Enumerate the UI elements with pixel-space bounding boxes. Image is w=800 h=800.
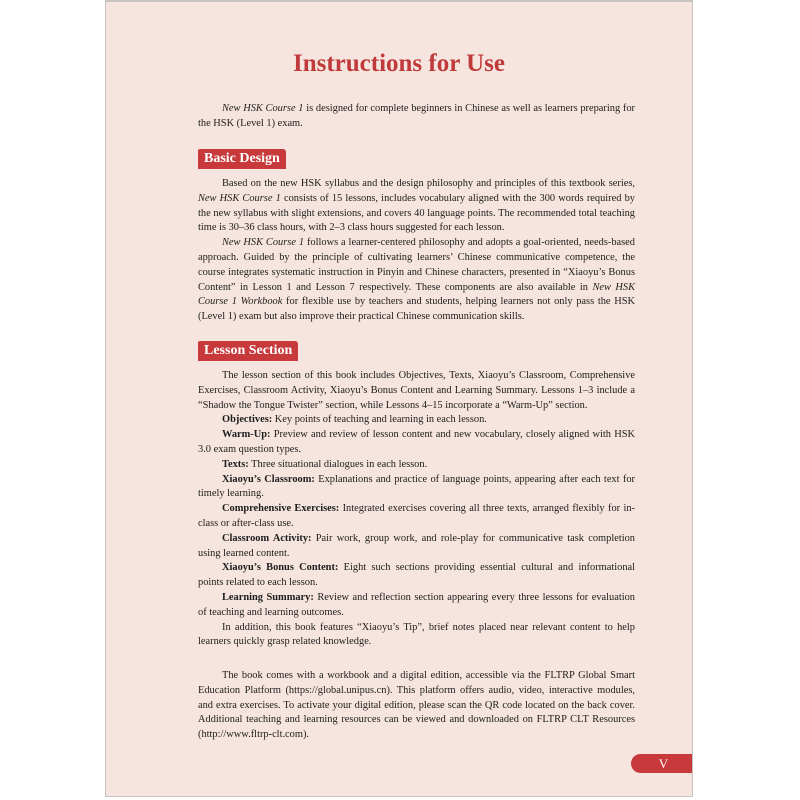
- term: Warm-Up:: [222, 429, 271, 441]
- desc: Explanations and practice of language points, appearing after each text for timely learning.: [198, 473, 635, 500]
- term: Xiaoyu’s Bonus Content:: [222, 562, 339, 574]
- page-number: V: [631, 754, 692, 773]
- term: Classroom Activity:: [222, 532, 312, 544]
- digital-text: The book comes with a workbook and a digital edition, accessible via the FLTRP Global Smart Education Platform (https://global.unipus.cn). This platform offers audio, video, interactive modules, and extra exercises. To activate your digital edition, please scan the QR code located on the back cover. Additional teaching and learning resources can be viewed and downloaded on FLTRP CLT Resources (http://www.fltrp-clt.com).: [198, 670, 635, 741]
- desc: Key points of teaching and learning in each lesson.: [272, 414, 487, 426]
- lesson-item: [198, 473, 635, 503]
- lesson-item: [198, 502, 635, 532]
- lesson-item: [198, 561, 635, 591]
- text: for flexible use by teachers and students, helping learners not only pass the HSK (Level 1) exam but also improve their practical Chinese communication skills.: [198, 296, 635, 323]
- term: Comprehensive Exercises:: [222, 503, 340, 515]
- lesson-item: [198, 591, 635, 621]
- desc: Integrated exercises covering all three texts, arranged flexibly for in-class or after-class use.: [198, 503, 635, 529]
- desc: Eight such sections providing essential cultural and informational points related to each lesson.: [198, 562, 636, 589]
- basic-design-paragraph-2: [198, 236, 635, 325]
- workbook-title: New HSK Course 1 Workbook: [198, 281, 636, 308]
- digital-edition-paragraph: [198, 669, 635, 743]
- intro-text: is designed for complete beginners in Chinese as well as learners preparing for the HSK (Level 1) exam.: [198, 103, 636, 129]
- page-title: Instructions for Use: [292, 50, 506, 77]
- lesson-addition: In addition, this book features “Xiaoyu’s Tip”, brief notes placed near relevant content to help learners quickly grasp related knowledge.: [198, 621, 635, 648]
- lesson-item: [198, 413, 635, 428]
- lesson-section-intro: The lesson section of this book includes Objectives, Texts, Xiaoyu’s Classroom, Comprehensive Exercises, Classroom Activity, Xiaoyu’s Bonus Content and Learning Summary. Lessons 1–3 include a “Shadow the Tongue Twister” section, while Lessons 4–15 incorporate a “Warm-Up” section.: [198, 370, 635, 411]
- term: Objectives:: [222, 414, 273, 426]
- term: Texts:: [222, 458, 249, 470]
- basic-design-paragraph-1: [198, 177, 635, 236]
- lesson-item: [198, 532, 635, 562]
- lesson-item: [198, 458, 635, 473]
- text: Based on the new HSK syllabus and the design philosophy and principles of this textbook series,: [222, 178, 635, 189]
- lesson-section-heading: Lesson Section: [198, 341, 298, 361]
- text: follows a learner-centered philosophy and adopts a goal-oriented, needs-based approach. Guided by the principle of cultivating learners’ Chinese communicative competence, the course integrates systematic instruction in Pinyin and Chinese characters, presented in “Xiaoyu’s Bonus Content” in Lesson 1 and Lesson 7 respectively. These components are also available in: [198, 237, 635, 293]
- lesson-section-body: [198, 369, 635, 650]
- lesson-item: [198, 428, 635, 458]
- book-title: New HSK Course 1: [222, 237, 305, 249]
- intro-paragraph: [198, 102, 635, 132]
- book-title: New HSK Course 1: [222, 103, 304, 114]
- desc: Review and reflection section appearing every three lessons for evaluation of teaching and learning outcomes.: [198, 591, 635, 618]
- document-page: [105, 0, 693, 797]
- basic-design-heading: Basic Design: [198, 149, 286, 169]
- desc: Pair work, group work, and role-play for communicative task completion using learned content.: [198, 532, 635, 559]
- term: Xiaoyu’s Classroom:: [222, 473, 315, 485]
- book-title: New HSK Course 1: [198, 192, 281, 204]
- basic-design-body: [198, 177, 635, 325]
- desc: Three situational dialogues in each lesson.: [248, 458, 428, 470]
- term: Learning Summary:: [222, 591, 314, 603]
- desc: Preview and review of lesson content and new vocabulary, closely aligned with HSK 3.0 exam question types.: [198, 429, 635, 455]
- text: consists of 15 lessons, includes vocabulary aligned with the 300 words required by the new syllabus with slight extensions, and covers 40 language points. The recommended total teaching time is 30–36 class hours, with 2–3 class hours suggested for each lesson.: [198, 192, 635, 234]
